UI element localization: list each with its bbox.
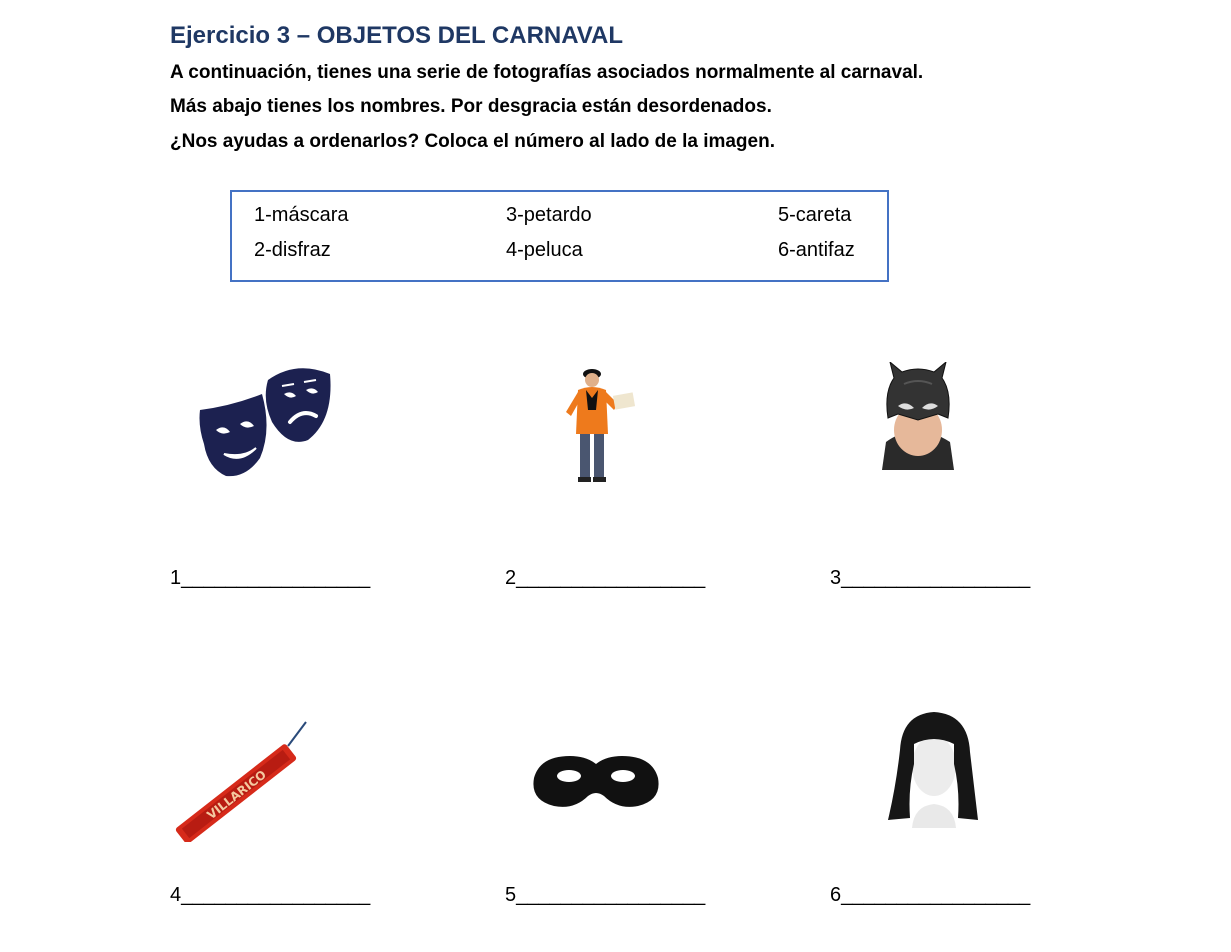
answer-blank[interactable]: _________________ (181, 567, 371, 589)
answer-line-5[interactable] (505, 884, 705, 907)
word-bank-item: 1-máscara (254, 204, 349, 226)
answer-number: 6 (830, 884, 842, 906)
instruction-line-2: Más abajo tienes los nombres. Por desgracia están desordenados. (170, 96, 772, 117)
answer-blank[interactable]: _________________ (516, 567, 706, 589)
answer-number: 3 (830, 567, 842, 589)
answer-blank[interactable]: _________________ (516, 884, 706, 906)
exercise-title: Ejercicio 3 – OBJETOS DEL CARNAVAL (170, 22, 624, 49)
answer-number: 4 (170, 884, 182, 906)
theater-masks-icon (196, 360, 336, 480)
answer-number: 1 (170, 567, 182, 589)
answer-number: 5 (505, 884, 517, 906)
answer-line-1[interactable] (170, 567, 370, 590)
word-bank-item: 6-antifaz (778, 239, 855, 261)
answer-blank[interactable]: _________________ (841, 567, 1031, 589)
answer-line-3[interactable] (830, 567, 1030, 590)
batman-mask-icon (876, 362, 960, 472)
word-bank-item: 4-peluca (506, 239, 583, 261)
wig-icon (884, 710, 984, 828)
eye-mask-icon (530, 752, 662, 810)
word-bank-item: 2-disfraz (254, 239, 331, 261)
instruction-line-3: ¿Nos ayudas a ordenarlos? Coloca el número al lado de la imagen. (170, 131, 775, 152)
word-bank-item: 3-petardo (506, 204, 592, 226)
answer-line-2[interactable] (505, 567, 705, 590)
answer-line-4[interactable] (170, 884, 370, 907)
costume-person-icon (562, 364, 636, 488)
firecracker-brand-text: VILLARICO (204, 767, 269, 823)
answer-blank[interactable]: _________________ (181, 884, 371, 906)
answer-blank[interactable]: _________________ (841, 884, 1031, 906)
answer-number: 2 (505, 567, 517, 589)
word-bank-box (230, 190, 889, 282)
firecracker-icon (170, 718, 312, 842)
answer-line-6[interactable] (830, 884, 1030, 907)
word-bank-item: 5-careta (778, 204, 852, 226)
instruction-line-1: A continuación, tienes una serie de fotografías asociados normalmente al carnaval. (170, 62, 924, 83)
